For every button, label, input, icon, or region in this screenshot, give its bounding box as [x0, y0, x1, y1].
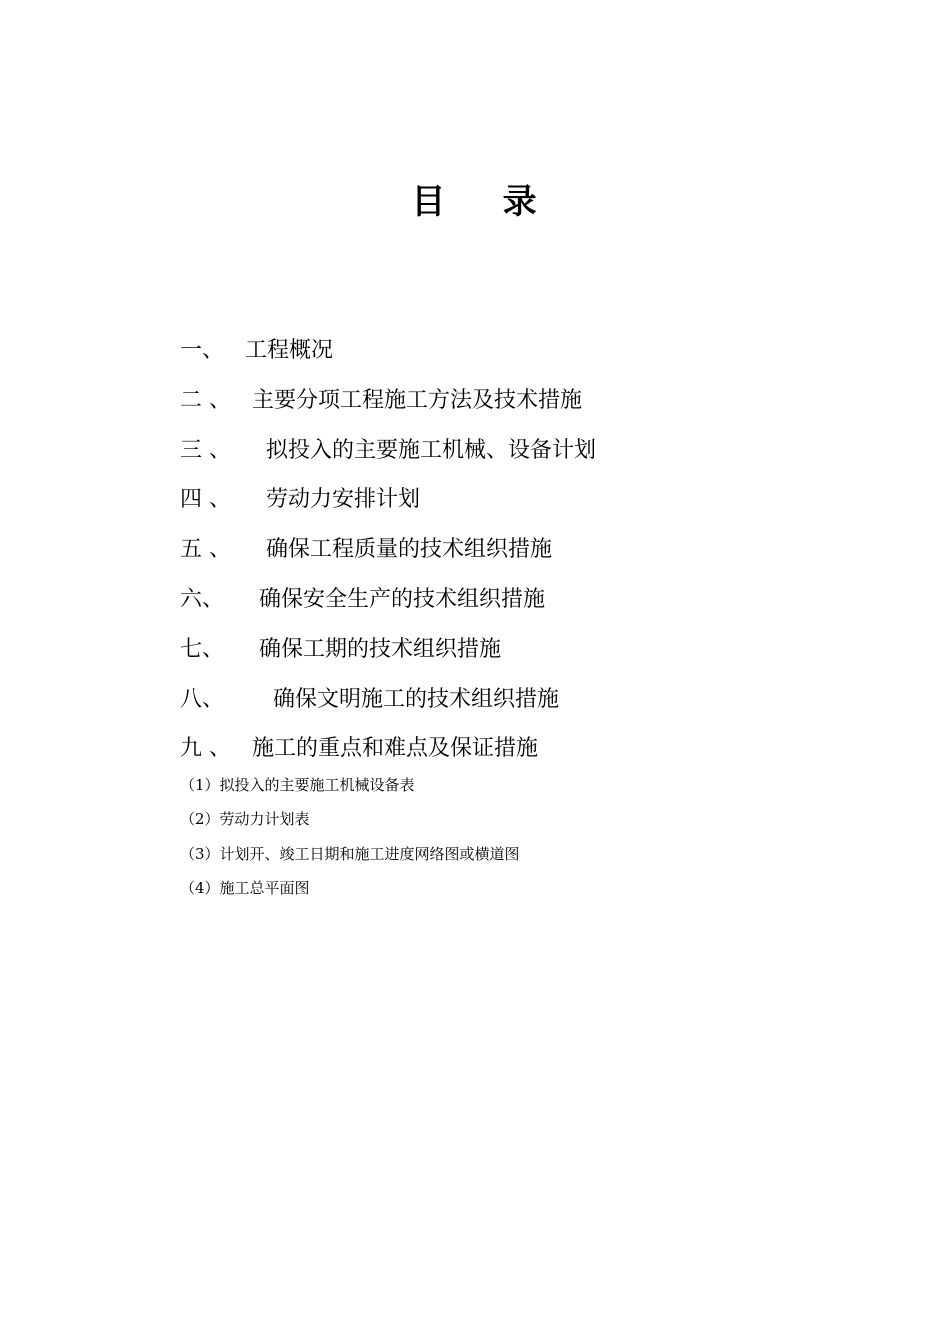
toc-item — [180, 527, 596, 577]
toc-item — [180, 627, 596, 677]
toc-item-gap — [231, 438, 266, 463]
toc-item-label: 确保文明施工的技术组织措施 — [272, 686, 559, 712]
toc-list — [180, 328, 596, 776]
toc-item-number: 七、 — [180, 636, 225, 662]
toc-item-label: 拟投入的主要施工机械、设备计划 — [265, 437, 596, 463]
attachment-item: （1）拟投入的主要施工机械设备表 — [180, 776, 415, 794]
toc-item — [180, 726, 596, 776]
page-title: 目 录 — [411, 182, 539, 222]
toc-item-label: 主要分项工程施工方法及技术措施 — [251, 387, 582, 413]
toc-item-gap — [231, 736, 252, 761]
toc-item — [180, 577, 596, 627]
toc-item-gap — [231, 487, 266, 512]
attachment-list — [180, 772, 520, 910]
toc-item — [180, 378, 596, 428]
toc-item — [180, 428, 596, 478]
toc-item-label: 确保工期的技术组织措施 — [258, 636, 501, 662]
toc-item-label: 确保工程质量的技术组织措施 — [265, 537, 552, 563]
toc-item-gap — [224, 687, 273, 712]
toc-item — [180, 477, 596, 527]
toc-item — [180, 328, 596, 378]
toc-item-number: 八、 — [180, 686, 225, 712]
toc-item-number: 一、 — [180, 338, 225, 363]
toc-item-label: 劳动力安排计划 — [265, 487, 420, 513]
toc-item-number: 六、 — [180, 586, 225, 612]
toc-item — [180, 677, 596, 727]
toc-item-gap — [224, 587, 259, 612]
attachment-item: （2）劳动力计划表 — [180, 810, 310, 829]
toc-item-gap — [231, 537, 266, 562]
toc-item-number: 二 、 — [180, 387, 231, 413]
toc-item-label: 施工的重点和难点及保证措施 — [251, 736, 538, 762]
attachment-item: （4）施工总平面图 — [180, 879, 310, 898]
toc-item-gap — [231, 388, 252, 413]
toc-item-gap — [224, 338, 245, 363]
toc-item-number: 九 、 — [180, 736, 231, 762]
attachment-item: （3）计划开、竣工日期和施工进度网络图或横道图 — [180, 844, 520, 863]
toc-item-number: 三 、 — [180, 437, 231, 463]
toc-item-gap — [224, 637, 259, 662]
toc-item-label: 确保安全生产的技术组织措施 — [258, 586, 545, 612]
toc-item-number: 四 、 — [180, 487, 231, 513]
toc-item-label: 工程概况 — [245, 338, 334, 363]
toc-item-number: 五 、 — [180, 537, 231, 563]
